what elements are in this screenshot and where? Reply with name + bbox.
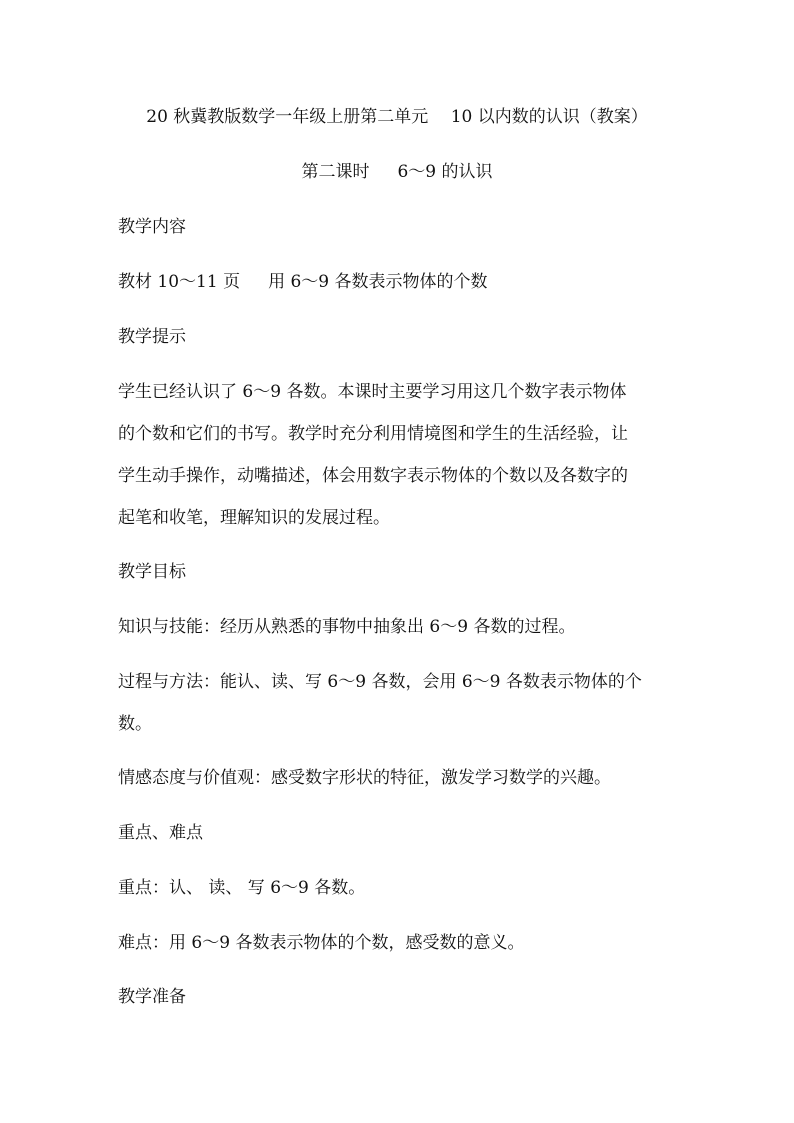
hint-paragraph-line: 的个数和它们的书写。教学时充分利用情境图和学生的生活经验，让 [118,424,628,444]
focus-key: 重点：认、 读、 写 6～9 各数。 [118,878,366,898]
textbook-pages: 教材 10～11 页 [118,272,241,292]
goal-emotion: 情感态度与价值观：感受数字形状的特征，激发学习数学的兴趣。 [118,768,611,788]
document-title: 20 秋冀教版数学一年级上册第二单元 10 以内数的认识（教案） [146,107,648,127]
content-heading: 教学内容 [118,217,186,237]
goals-heading: 教学目标 [118,562,186,582]
lesson-number: 第二课时 [301,162,370,182]
lesson-topic: 6～9 的认识 [397,162,493,182]
content-text [118,271,688,293]
goal-process: 过程与方法：能认、读、写 6～9 各数，会用 6～9 各数表示物体的个 [118,672,642,692]
hint-heading: 教学提示 [118,327,186,347]
focus-heading: 重点、难点 [118,823,203,843]
prep-heading: 教学准备 [118,987,186,1007]
hint-paragraph-line: 学生已经认识了 6～9 各数。本课时主要学习用这几个数字表示物体 [118,382,627,402]
content-description: 用 6～9 各数表示物体的个数 [268,272,488,292]
hint-paragraph-line: 起笔和收笔，理解知识的发展过程。 [118,508,390,528]
document-subtitle [0,161,794,183]
goal-process-continued: 数。 [118,714,152,734]
focus-difficult: 难点：用 6～9 各数表示物体的个数，感受数的意义。 [118,933,525,953]
goal-knowledge: 知识与技能：经历从熟悉的事物中抽象出 6～9 各数的过程。 [118,617,576,637]
hint-paragraph-line: 学生动手操作，动嘴描述，体会用数字表示物体的个数以及各数字的 [118,466,628,486]
